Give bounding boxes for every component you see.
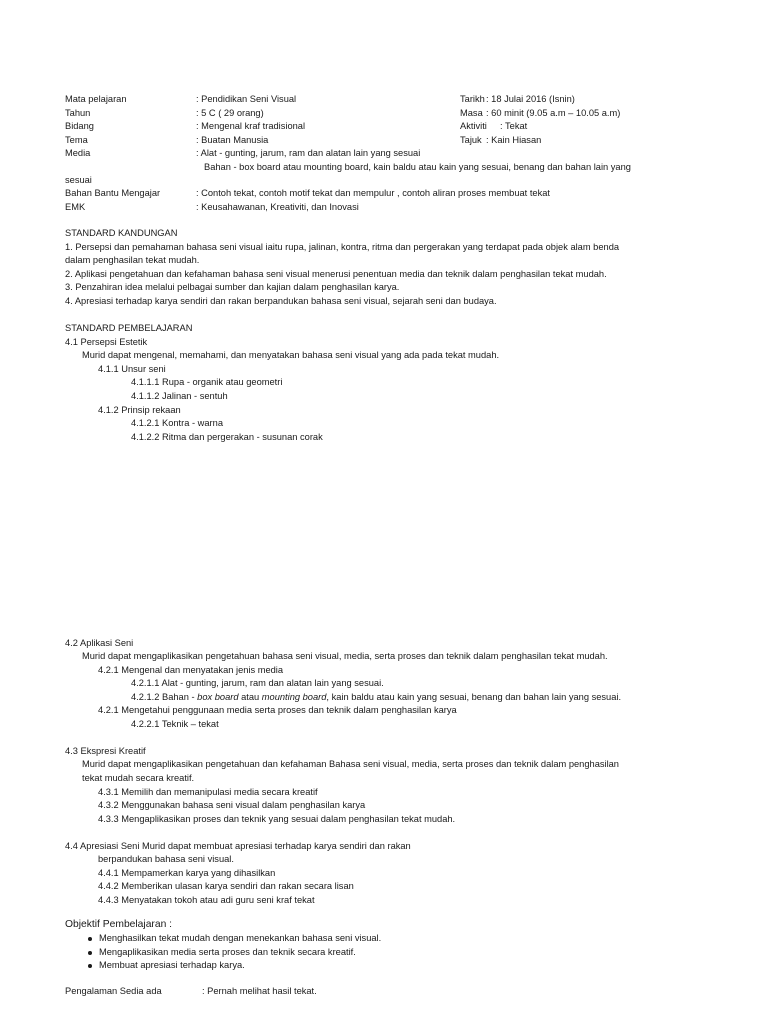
sp-4212	[131, 692, 621, 703]
value-tajuk: : Kain Hiasan	[486, 135, 542, 145]
value-aktiviti: : Tekat	[500, 121, 528, 131]
sk-line-2: 2. Aplikasi pengetahuan dan kefahaman bahasa seni visual menerusi penentuan media dan teknik dalam penghasilan tekat mudah.	[65, 269, 607, 279]
value-masa: : 60 minit (9.05 a.m – 10.05 a.m)	[486, 108, 621, 118]
sp-442: 4.4.2 Memberikan ulasan karya sendiri dan rakan secara lisan	[98, 881, 354, 891]
label-emk: EMK	[65, 202, 86, 212]
sp-42-desc: Murid dapat mengaplikasikan pengetahuan bahasa seni visual, media, serta proses dan teknik dalam penghasilan tekat mudah.	[82, 651, 608, 661]
sp-4122: 4.1.2.2 Ritma dan pergerakan - susunan corak	[131, 432, 323, 442]
label-tarikh: Tarikh	[460, 94, 485, 104]
sk-line-1: 1. Persepsi dan pemahaman bahasa seni visual iaitu rupa, jalinan, kontra, ritma dan pergerakan yang terdapat pada objek alam benda	[65, 242, 620, 252]
sp-412: 4.1.2 Prinsip rekaan	[98, 405, 181, 415]
sp-4212-post: , kain baldu atau kain yang sesuai, benang dan bahan lain yang sesuai.	[326, 692, 622, 702]
sp-43-desc2: tekat mudah secara kreatif.	[82, 773, 195, 783]
label-pengalaman: Pengalaman Sedia ada	[65, 986, 162, 996]
value-mata-pelajaran: : Pendidikan Seni Visual	[196, 94, 297, 104]
sp-4212-em1: box board	[197, 692, 239, 702]
standard-kandungan-title: STANDARD KANDUNGAN	[65, 228, 178, 238]
objektif-item-2: Mengaplikasikan media serta proses dan teknik secara kreatif.	[99, 947, 356, 957]
sp-43-desc1: Murid dapat mengaplikasikan pengetahuan dan kefahaman Bahasa seni visual, media, serta proses dan teknik dalam penghasilan	[82, 759, 619, 769]
sp-4211: 4.2.1.1 Alat - gunting, jarum, ram dan alatan lain yang sesuai.	[131, 678, 384, 688]
value-emk: : Keusahawanan, Kreativiti, dan Inovasi	[196, 202, 359, 212]
sk-line-3: 3. Penzahiran idea melalui pelbagai sumber dan kajian dalam penghasilan karya.	[65, 282, 400, 292]
objektif-item-1: Menghasilkan tekat mudah dengan menekankan bahasa seni visual.	[99, 933, 382, 943]
sp-411: 4.1.1 Unsur seni	[98, 364, 166, 374]
sk-line-4: 4. Apresiasi terhadap karya sendiri dan rakan berpandukan bahasa seni visual, sejarah seni dan budaya.	[65, 296, 497, 306]
sp-4221: 4.2.2.1 Teknik – tekat	[131, 719, 219, 729]
bullet-icon	[88, 964, 92, 968]
sp-443: 4.4.3 Menyatakan tokoh atau adi guru seni kraf tekat	[98, 895, 315, 905]
value-bidang: : Mengenal kraf tradisional	[196, 121, 306, 131]
sp-44-title: 4.4 Apresiasi Seni Murid dapat membuat apresiasi terhadap karya sendiri dan rakan	[65, 841, 411, 851]
sp-421b: 4.2.1 Mengetahui penggunaan media serta proses dan teknik dalam penghasilan karya	[98, 705, 457, 715]
value-tahun: : 5 C ( 29 orang)	[196, 108, 264, 118]
value-bahan-bantu: : Contoh tekat, contoh motif tekat dan mempulur , contoh aliran proses membuat tekat	[196, 188, 550, 198]
sp-43-title: 4.3 Ekspresi Kreatif	[65, 746, 146, 756]
value-pengalaman: : Pernah melihat hasil tekat.	[202, 986, 317, 996]
sp-4212-pre: 4.2.1.2 Bahan -	[131, 692, 198, 702]
label-tema: Tema	[65, 135, 88, 145]
sp-4121: 4.1.2.1 Kontra - warna	[131, 418, 223, 428]
label-tajuk: Tajuk	[460, 135, 482, 145]
sp-41-title: 4.1 Persepsi Estetik	[65, 337, 148, 347]
label-masa: Masa	[460, 108, 483, 118]
value-media-bahan: Bahan - box board atau mounting board, kain baldu atau kain yang sesuai, benang dan bahan lain yang	[204, 162, 631, 172]
sp-4112: 4.1.1.2 Jalinan - sentuh	[131, 391, 228, 401]
label-tahun: Tahun	[65, 108, 91, 118]
sp-4212-em2: mounting board	[261, 692, 327, 702]
sp-44-title2: berpandukan bahasa seni visual.	[98, 854, 234, 864]
bullet-icon	[88, 937, 92, 941]
label-bahan-bantu: Bahan Bantu Mengajar	[65, 188, 161, 198]
sk-line-1b: dalam penghasilan tekat mudah.	[65, 255, 200, 265]
sp-41-desc: Murid dapat mengenal, memahami, dan menyatakan bahasa seni visual yang ada pada tekat mudah.	[82, 350, 500, 360]
value-tarikh: : 18 Julai 2016 (Isnin)	[486, 94, 575, 104]
bullet-icon	[88, 951, 92, 955]
sp-431: 4.3.1 Memilih dan memanipulasi media secara kreatif	[98, 787, 318, 797]
label-bidang: Bidang	[65, 121, 94, 131]
objektif-item-3: Membuat apresiasi terhadap karya.	[99, 960, 245, 970]
objektif-title: Objektif Pembelajaran :	[65, 919, 173, 930]
value-media-sesuai: sesuai	[65, 175, 92, 185]
sp-4111: 4.1.1.1 Rupa - organik atau geometri	[131, 377, 283, 387]
value-media: : Alat - gunting, jarum, ram dan alatan lain yang sesuai	[196, 148, 421, 158]
value-tema: : Buatan Manusia	[196, 135, 269, 145]
sp-4212-mid: atau	[238, 692, 262, 702]
label-aktiviti: Aktiviti	[460, 121, 487, 131]
label-media: Media	[65, 148, 91, 158]
sp-432: 4.3.2 Menggunakan bahasa seni visual dalam penghasilan karya	[98, 800, 366, 810]
sp-42-title: 4.2 Aplikasi Seni	[65, 638, 134, 648]
sp-441: 4.4.1 Mempamerkan karya yang dihasilkan	[98, 868, 276, 878]
standard-pembelajaran-title: STANDARD PEMBELAJARAN	[65, 323, 193, 333]
sp-433: 4.3.3 Mengaplikasikan proses dan teknik yang sesuai dalam penghasilan tekat mudah.	[98, 814, 456, 824]
sp-421: 4.2.1 Mengenal dan menyatakan jenis media	[98, 665, 284, 675]
label-mata-pelajaran: Mata pelajaran	[65, 94, 127, 104]
